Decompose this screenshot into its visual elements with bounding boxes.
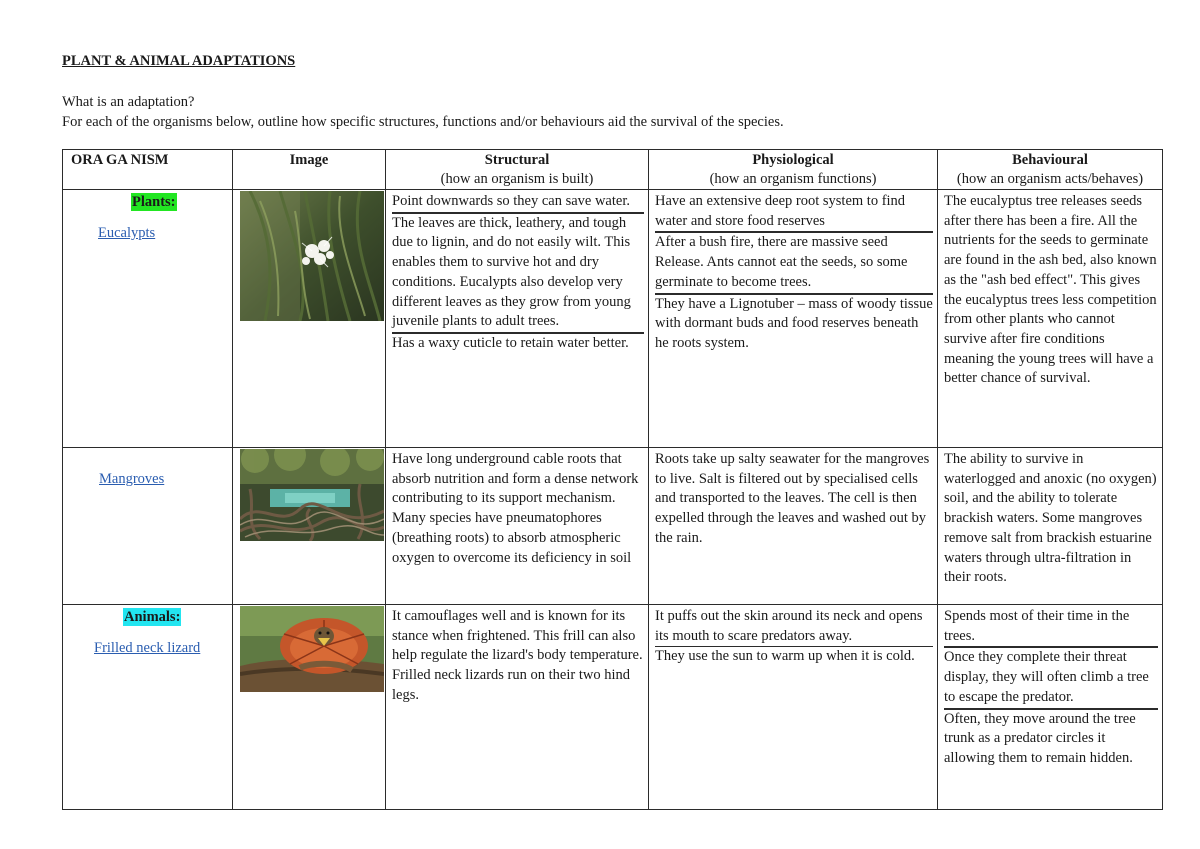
- behavioural-cell: [938, 448, 1163, 605]
- physiological-point: They have a Lignotuber – mass of woody tissue with dormant buds and food reserves beneath he roots system.: [655, 295, 933, 351]
- behavioural-cell: [938, 605, 1163, 810]
- organism-link-eucalypts[interactable]: Eucalypts: [98, 225, 156, 241]
- header-physiological-sub: (how an organism functions): [709, 171, 877, 187]
- structural-cell: [386, 448, 649, 605]
- header-structural-title: Structural: [484, 152, 550, 168]
- image-cell: [233, 605, 386, 810]
- behavioural-point: The ability to survive in waterlogged and anoxic (no oxygen) soil, and the ability to tolerate brackish waters. Some mangroves remove salt from brackish estuarine waters through ultra-filtration in their roots.: [944, 451, 1157, 586]
- header-image: Image: [233, 150, 386, 190]
- physiological-point: After a bush fire, there are massive seed Release. Ants cannot eat the seeds, so some germinate to become trees.: [655, 233, 933, 294]
- physiological-cell: [649, 190, 938, 448]
- intro-text: [62, 92, 1162, 132]
- header-behavioural-sub: (how an organism acts/behaves): [956, 171, 1144, 187]
- physiological-point: They use the sun to warm up when it is cold.: [655, 648, 915, 665]
- mangroves-image: [240, 449, 384, 541]
- document-title: PLANT & ANIMAL ADAPTATIONS: [62, 53, 296, 69]
- image-cell: [233, 448, 386, 605]
- physiological-point: It puffs out the skin around its neck and opens its mouth to scare predators away.: [655, 607, 933, 647]
- behavioural-point: Often, they move around the tree trunk as a predator circles it allowing them to remain hidden.: [944, 710, 1136, 766]
- structural-point: Have long underground cable roots that absorb nutrition and form a dense network contributing to its support mechanism. Many species have pneumatophores (breathing roots) to absorb atmospheric oxygen to overcome its deficiency in soil: [392, 451, 639, 566]
- physiological-cell: [649, 605, 938, 810]
- category-label: Animals:: [124, 609, 181, 625]
- header-physiological: [649, 150, 938, 190]
- structural-cell: [386, 190, 649, 448]
- physiological-point: Roots take up salty seawater for the mangroves to live. Salt is filtered out by specialised cells and transported to the leaves. The cell is then expelled through the leaves and washed out by the rain.: [655, 451, 930, 546]
- header-behavioural: [938, 150, 1163, 190]
- table-row: [63, 448, 1163, 605]
- table-row: [63, 605, 1163, 810]
- image-cell: [233, 190, 386, 448]
- question-line: What is an adaptation?: [62, 94, 195, 110]
- header-structural: [386, 150, 649, 190]
- header-organism: ORA GA NISM: [63, 150, 233, 190]
- organism-link-mangroves[interactable]: Mangroves: [99, 471, 165, 487]
- instruction-line: For each of the organisms below, outline how specific structures, functions and/or behaviours aid the survival of the species.: [62, 114, 784, 130]
- frilled-neck-lizard-image: [240, 606, 384, 692]
- organism-link-frilled-neck-lizard[interactable]: Frilled neck lizard: [94, 640, 201, 656]
- structural-point: Point downwards so they can save water.: [392, 192, 644, 214]
- table-row: [63, 190, 1163, 448]
- structural-point: The leaves are thick, leathery, and tough due to lignin, and do not easily wilt. This enables them to survive hot and dry conditions. Eucalypts also develop very different leaves as they grow from young juvenile plants to adult trees.: [392, 214, 644, 334]
- behavioural-point: Once they complete their threat display, they will often climb a tree to escape the predator.: [944, 648, 1158, 709]
- eucalyptus-image: [240, 191, 384, 321]
- organism-cell: [63, 605, 233, 810]
- organism-cell: [63, 190, 233, 448]
- adaptations-table: [62, 149, 1163, 810]
- organism-cell: [63, 448, 233, 605]
- behavioural-point: Spends most of their time in the trees.: [944, 607, 1158, 648]
- behavioural-point: The eucalyptus tree releases seeds after there has been a fire. All the nutrients for the seeds to germinate are found in the ash bed, also known as the "ash bed effect". This gives the eucalyptus trees less competition from other plants who cannot survive after fire conditions meaning the young trees will have a better chance of survival.: [944, 193, 1157, 387]
- header-row: [63, 150, 1163, 190]
- physiological-point: Have an extensive deep root system to find water and store food reserves: [655, 192, 933, 233]
- structural-point: Has a waxy cuticle to retain water better.: [392, 334, 629, 351]
- physiological-cell: [649, 448, 938, 605]
- header-structural-sub: (how an organism is built): [440, 171, 594, 187]
- header-behavioural-title: Behavioural: [1012, 152, 1088, 168]
- structural-cell: [386, 605, 649, 810]
- structural-point: It camouflages well and is known for its stance when frightened. This frill can also help regulate the lizard's body temperature. Frilled neck lizards run on their two hind legs.: [392, 608, 643, 703]
- category-label: Plants:: [132, 194, 176, 210]
- behavioural-cell: [938, 190, 1163, 448]
- document-page: [62, 52, 1162, 132]
- header-physiological-title: Physiological: [752, 152, 834, 168]
